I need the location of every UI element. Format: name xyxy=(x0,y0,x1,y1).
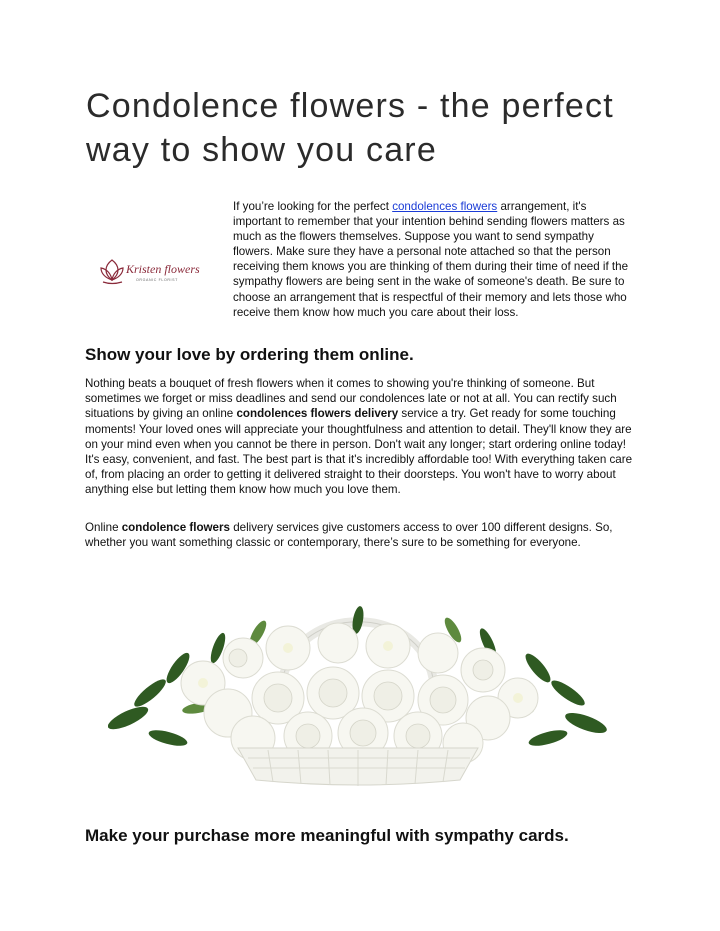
flower-basket-image xyxy=(108,598,608,788)
p1-text-start: Nothing beats a bouquet of fresh flowers when it comes to showing you're thinking of someone. But sometimes we forget or miss deadlines and send our condolences late or not at all. You can rectify such situations by giving an online xyxy=(85,377,617,421)
p1-bold-keyword: condolences flowers delivery xyxy=(236,407,399,421)
logo-tagline: ORGANIC FLORIST xyxy=(136,278,178,282)
section-heading-order-online: Show your love by ordering them online. xyxy=(85,345,414,364)
designs-paragraph xyxy=(85,520,637,550)
condolences-flowers-link[interactable]: condolences flowers xyxy=(392,200,498,213)
page-title: Condolence flowers - the perfect way to show you care xyxy=(86,87,614,169)
section-heading-sympathy-cards: Make your purchase more meaningful with sympathy cards. xyxy=(85,826,569,845)
order-online-paragraph xyxy=(85,376,637,498)
white-flower-basket-image xyxy=(108,598,608,788)
logo-brand-text: Kristen flowers xyxy=(126,262,200,276)
intro-paragraph xyxy=(233,199,633,320)
p2-text-end: delivery services give customers access to over 100 different designs. So, whether you want something classic or contemporary, there’s sure to be something for everyone. xyxy=(85,521,613,550)
lotus-logo-icon xyxy=(100,254,208,290)
intro-text-end: arrangement, it's important to remember that your intention behind sending flowers matters as much as the flowers themselves. Suppose you want to send sympathy flowers. Make sure they have a personal note attached so that the person receiving them knows you are thinking of them during their time of need if the sympathy flowers are being sent in the wake of someone's death. Be sure to choose an arrangement that is respectful of their memory and lets those who receive them know how much you care about their loss. xyxy=(233,200,629,319)
p1-text-end: service a try. Get ready for some touching moments! Your loved ones will appreciate your thoughtfulness and attention to detail. They'll know they are on your mind even when you cannot be there in person. Don't wait any longer; start ordering online today! It's easy, convenient, and fast. The best part is that it's incredibly affordable too! With everything taken care of, from placing an order to getting it delivered straight to their doorsteps. You won't have to worry about anything else but letting them know how much you love them. xyxy=(85,407,633,497)
intro-text-start: If you’re looking for the perfect xyxy=(233,200,393,213)
brand-logo[interactable] xyxy=(100,254,208,290)
p2-bold-keyword: condolence flowers xyxy=(121,521,230,534)
p2-text-start: Online xyxy=(85,521,122,534)
